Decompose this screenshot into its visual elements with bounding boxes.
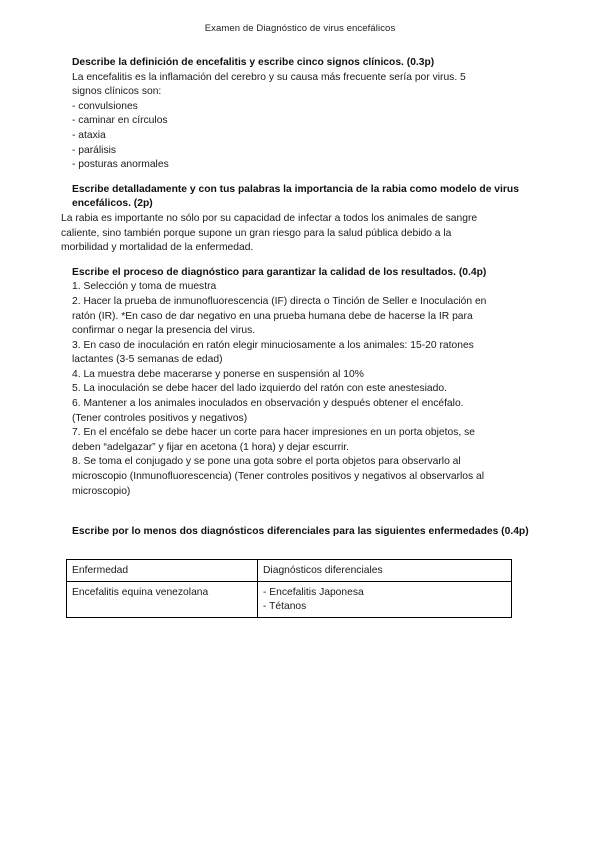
differential-item: - Tétanos [263,600,307,612]
answer-line: signos clínicos son: [72,86,162,98]
table-row [67,582,512,618]
answer-line: 7. En el encéfalo se debe hacer un corte para hacer impresiones en un porta objetos, se [72,427,475,439]
answer-3 [72,280,534,499]
table-header-row [67,559,512,582]
answer-line: caliente, sino también porque supone un gran riesgo para la salud pública debido a la [61,227,452,239]
answer-line: (Tener controles positivos y negativos) [72,412,248,424]
answer-line: - ataxia [72,129,106,141]
answer-2 [61,212,534,256]
section-4 [72,525,534,618]
section-2 [61,183,534,256]
answer-line: confirmar o negar la presencia del virus. [72,325,256,337]
column-header-disease: Enfermedad [67,559,258,582]
differential-item: - Encefalitis Japonesa [263,587,364,599]
question-2: Escribe detalladamente y con tus palabras la importancia de la rabia como modelo de virus encefálicos. (2p) [72,183,519,210]
answer-line: ratón (IR). *En caso de dar negativo en una prueba humana debe de hacerse la IR para [72,310,473,322]
column-header-differentials: Diagnósticos diferenciales [258,559,512,582]
answer-line: - convulsiones [72,100,138,112]
answer-line: - posturas anormales [72,159,169,171]
answer-line: - caminar en círculos [72,115,168,127]
section-3 [72,266,534,500]
answer-line: 5. La inoculación se debe hacer del lado izquierdo del ratón con este anestesiado. [72,383,447,395]
answer-line: 4. La muestra debe macerarse y ponerse en suspensión al 10% [72,368,364,380]
differential-table [66,559,512,619]
answer-1 [72,71,534,173]
answer-line: morbilidad y mortalidad de la enfermedad. [61,242,254,254]
answer-line: lactantes (3-5 semanas de edad) [72,354,223,366]
answer-line: 2. Hacer la prueba de inmunofluorescencia (IF) directa o Tinción de Seller e Inoculación en [72,295,487,307]
section-1 [72,56,534,173]
answer-line: 8. Se toma el conjugado y se pone una gota sobre el porta objetos para observarlo al [72,456,461,468]
disease-cell: Encefalitis equina venezolana [67,582,258,618]
answer-line: 1. Selección y toma de muestra [72,281,217,293]
document-content [61,56,534,628]
answer-line: 6. Mantener a los animales inoculados en observación y después obtener el encéfalo. [72,398,464,410]
question-3: Escribe el proceso de diagnóstico para garantizar la calidad de los resultados. (0.4p) [72,266,487,278]
answer-line: deben “adelgazar” y fijar en acetona (1 hora) y dejar escurrir. [72,441,350,453]
answer-line: microscopio (Inmunofluorescencia) (Tener controles positivos y negativos al observarlos al [72,471,485,483]
page-header: Examen de Diagnóstico de virus encefálicos [204,23,396,34]
question-4: Escribe por lo menos dos diagnósticos diferenciales para las siguientes enfermedades (0.4p) [72,526,529,538]
answer-line: microscopio) [72,485,131,497]
question-1: Describe la definición de encefalitis y escribe cinco signos clínicos. (0.3p) [72,57,435,68]
answer-line: La encefalitis es la inflamación del cerebro y su causa más frecuente sería por virus. 5 [72,71,466,83]
differentials-cell [258,582,512,618]
answer-line: - parálisis [72,144,117,156]
answer-line: La rabia es importante no sólo por su capacidad de infectar a todos los animales de sangre [61,212,478,224]
answer-line: 3. En caso de inoculación en ratón elegir minuciosamente a los animales: 15-20 ratones [72,339,474,351]
